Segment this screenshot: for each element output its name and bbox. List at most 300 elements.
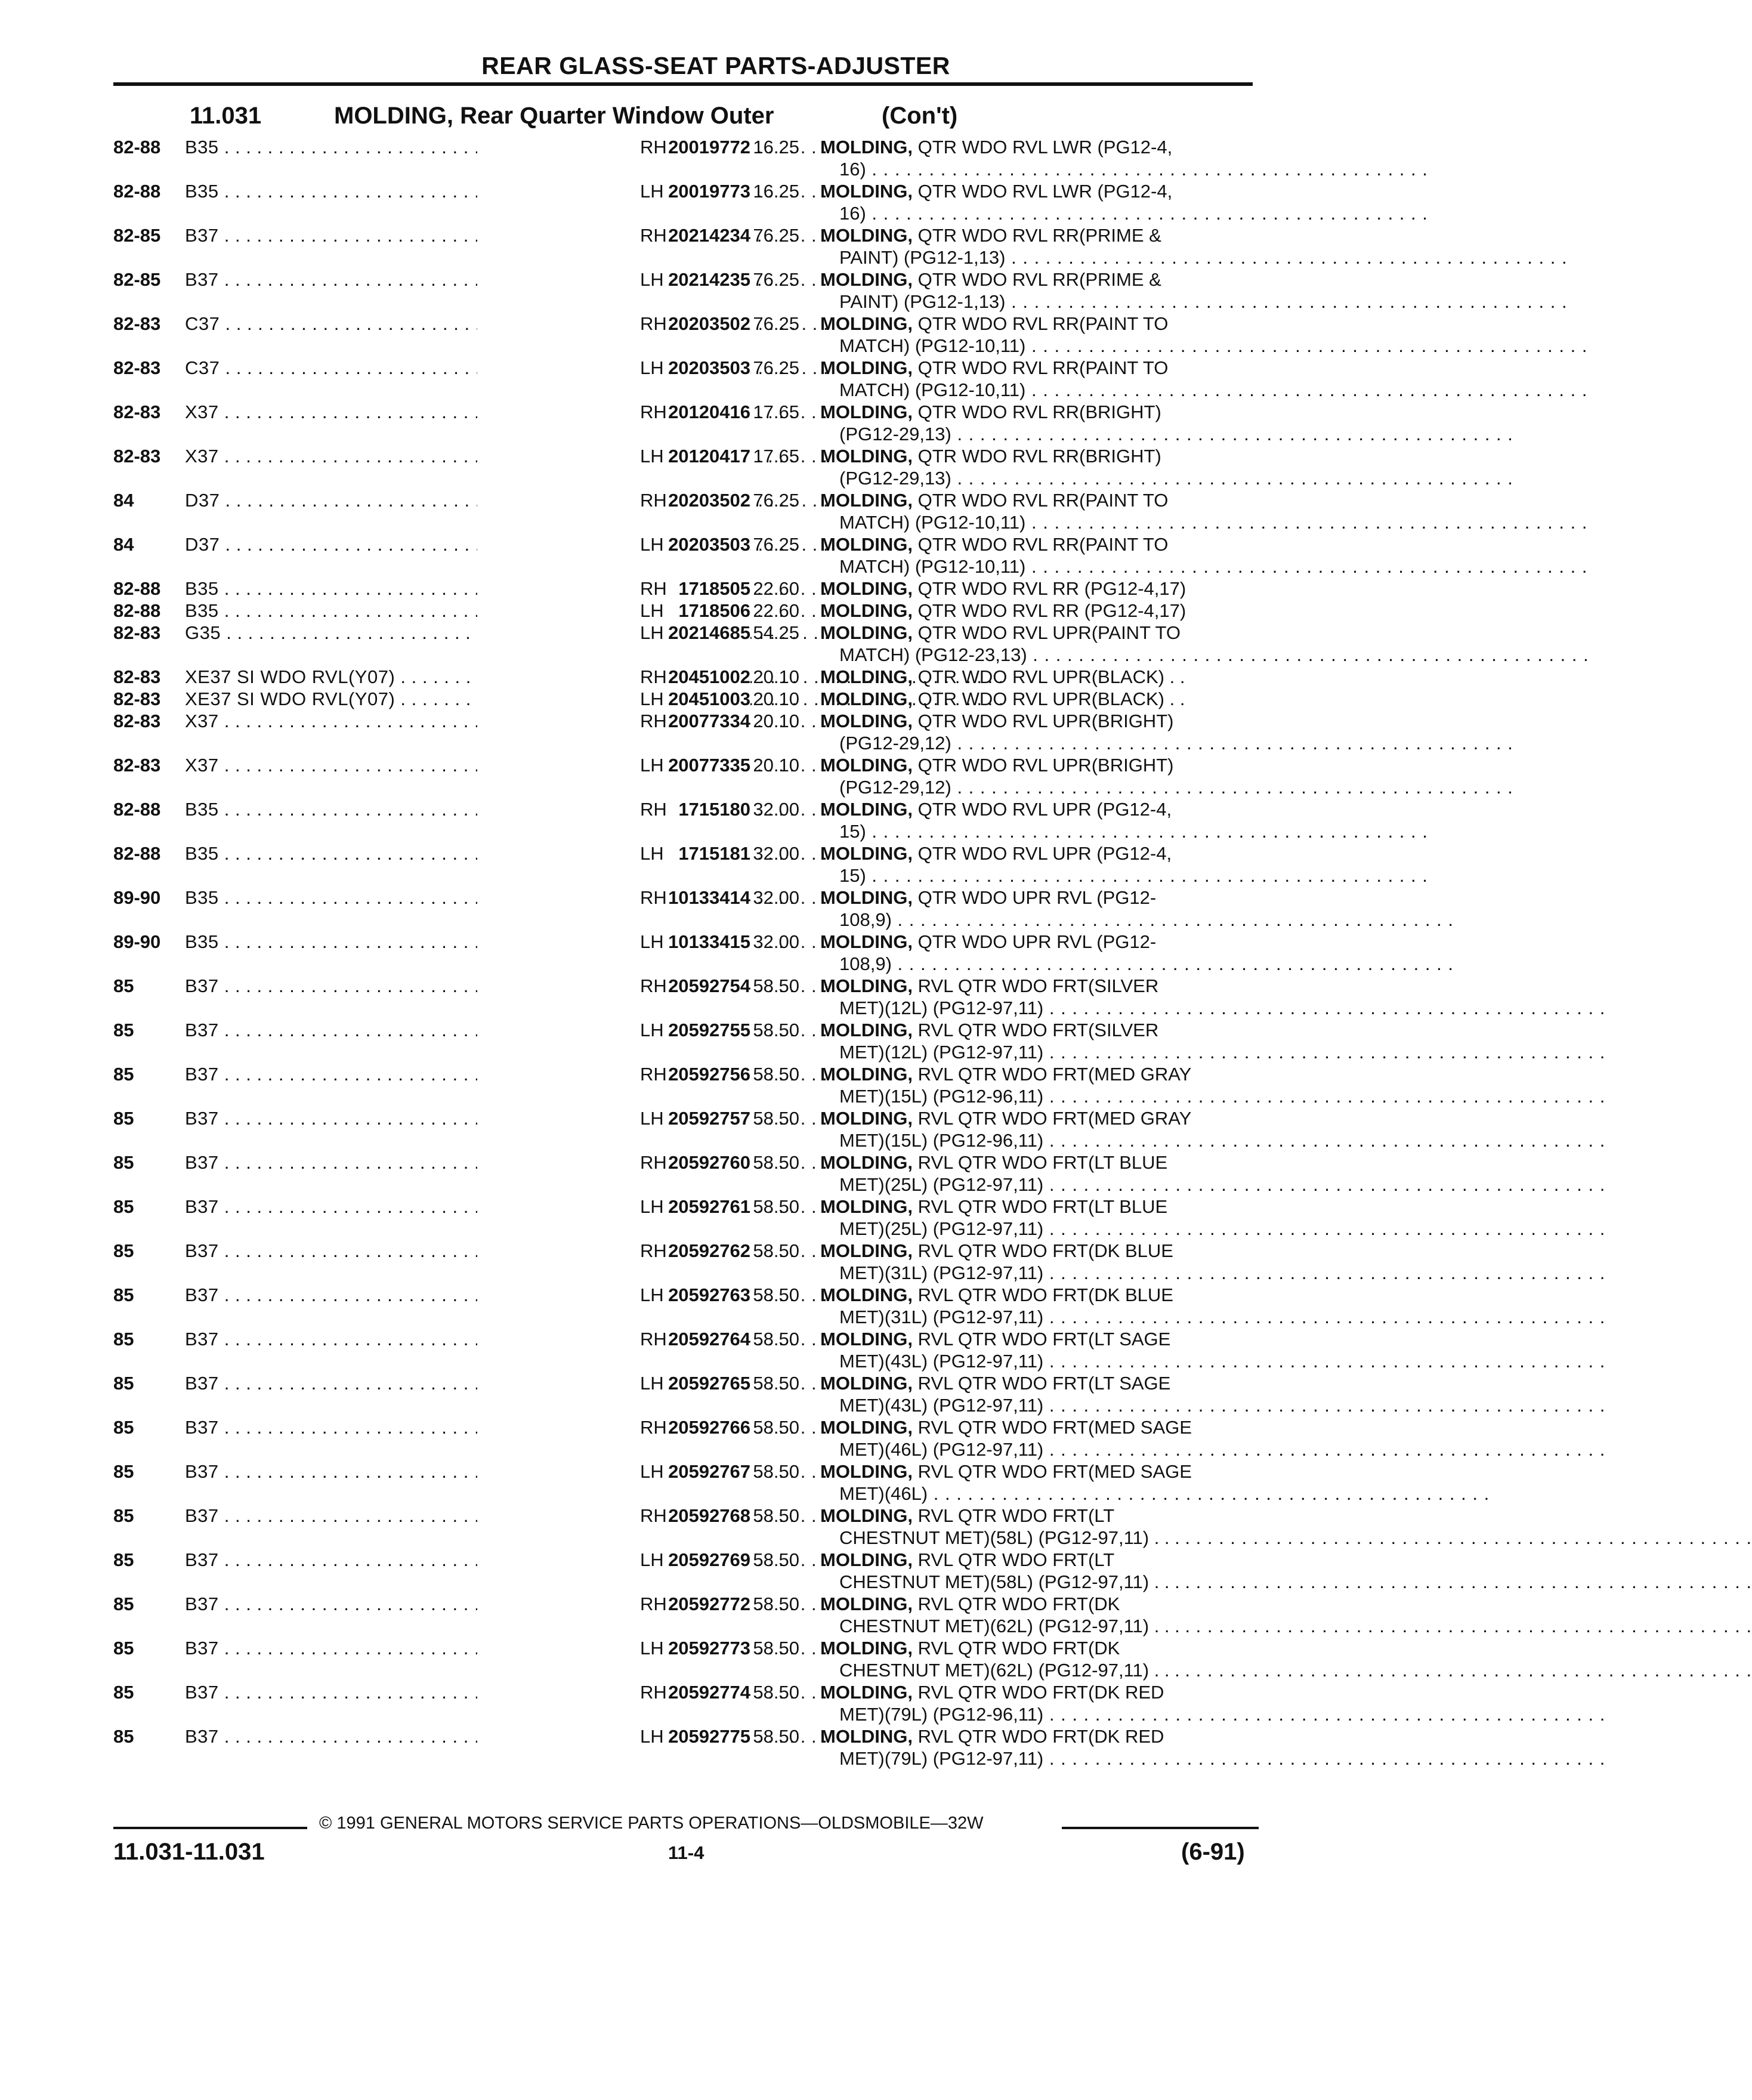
price: 58.50: [753, 1593, 799, 1614]
body-style: B37 . . .: [185, 1460, 662, 1483]
body-style: B37 . . .: [185, 268, 662, 291]
side: LH: [640, 600, 664, 621]
price: 32.00: [753, 799, 799, 820]
price: 32.00: [753, 843, 799, 864]
table-row: [113, 533, 1265, 578]
side: LH: [640, 1284, 664, 1305]
model-year: 89-90: [113, 931, 161, 952]
part-number: 20592755: [477, 1019, 750, 1041]
description-detail: RVL QTR WDO FRT(MED GRAY: [913, 1108, 1192, 1129]
body-style: B37 . . .: [185, 1240, 662, 1262]
part-number: 20203503: [477, 533, 750, 555]
description: [820, 975, 1268, 1018]
body-style: B37 . . .: [185, 224, 662, 246]
part-number: 20077335: [477, 754, 750, 776]
model-year: 84: [113, 490, 134, 511]
description-detail: QTR WDO RVL RR(PAINT TO: [913, 490, 1169, 511]
part-number: 1715181: [477, 842, 750, 864]
description-keyword: MOLDING,: [820, 1549, 913, 1570]
description-line-1: [820, 1372, 1268, 1394]
table-row: [113, 578, 1265, 600]
table-row: [113, 1019, 1265, 1063]
description-line-1: [820, 798, 1268, 820]
description-line-1: [820, 533, 1268, 555]
description: [820, 313, 1268, 356]
table-row: [113, 1284, 1265, 1328]
description-detail: RVL QTR WDO FRT(DK BLUE: [913, 1240, 1173, 1261]
table-row: [113, 887, 1265, 931]
side: RH: [640, 1240, 667, 1261]
page-title: REAR GLASS-SEAT PARTS-ADJUSTER: [481, 52, 950, 79]
table-row: [113, 688, 1265, 710]
description-line-2: PAINT) (PG12-1,13) . . .: [820, 246, 1268, 268]
description-detail: QTR WDO RVL UPR(BLACK) . .: [913, 666, 1185, 687]
model-year: 85: [113, 1064, 134, 1085]
price: 58.50: [753, 1549, 799, 1570]
side: RH: [640, 975, 667, 996]
description: [820, 1063, 1268, 1107]
description-line-2: MET)(25L) (PG12-97,11) . . .: [820, 1173, 1268, 1196]
description-keyword: MOLDING,: [820, 931, 913, 952]
description: [820, 688, 1268, 710]
side: LH: [640, 357, 664, 378]
description-line-2: MATCH) (PG12-10,11) . . .: [820, 555, 1268, 578]
side: LH: [640, 931, 664, 952]
description-line-1: [820, 600, 1268, 622]
price: 22.60: [753, 600, 799, 621]
side: RH: [640, 1682, 667, 1703]
body-style: X37 . . .: [185, 754, 662, 776]
body-style: XE37 SI WDO RVL(Y07) . . .: [185, 688, 662, 710]
description-line-2: 16) . . .: [820, 158, 1268, 180]
table-row: [113, 357, 1265, 401]
description-keyword: MOLDING,: [820, 799, 913, 820]
description-keyword: MOLDING,: [820, 490, 913, 511]
model-year: 85: [113, 1196, 134, 1217]
description-keyword: MOLDING,: [820, 1108, 913, 1129]
description-line-1: [820, 754, 1268, 776]
description-keyword: MOLDING,: [820, 1240, 913, 1261]
body-style: X37 . . .: [185, 401, 662, 423]
description-keyword: MOLDING,: [820, 1726, 913, 1747]
body-style: B35 . . .: [185, 136, 662, 158]
description-line-1: [820, 1328, 1268, 1350]
body-style: B37 . . .: [185, 1284, 662, 1306]
price: 20.10: [753, 755, 799, 776]
description-line-1: [820, 401, 1268, 423]
price: 32.00: [753, 887, 799, 908]
body-style: X37 . . .: [185, 710, 662, 732]
price: 76.25: [753, 357, 799, 378]
description-keyword: MOLDING,: [820, 1638, 913, 1659]
side: RH: [640, 225, 667, 246]
description-line-2: PAINT) (PG12-1,13) . . .: [820, 291, 1268, 313]
description-keyword: MOLDING,: [820, 357, 913, 378]
side: LH: [640, 1726, 664, 1747]
description-detail: QTR WDO RVL UPR(BRIGHT): [913, 755, 1174, 776]
side: LH: [640, 1108, 664, 1129]
price: 76.25: [753, 269, 799, 290]
table-row: [113, 1416, 1265, 1460]
model-year: 85: [113, 1284, 134, 1305]
price: 58.50: [753, 1064, 799, 1085]
body-style: B35 . . .: [185, 931, 662, 953]
description: [820, 754, 1268, 798]
body-style: B37 . . .: [185, 1416, 662, 1438]
description-detail: QTR WDO RVL UPR(PAINT TO: [913, 622, 1181, 643]
description-line-1: [820, 1593, 1268, 1615]
description: [820, 1372, 1268, 1416]
price: 54.25: [753, 622, 799, 643]
table-row: [113, 710, 1265, 754]
part-number: 20214235: [477, 268, 750, 291]
table-row: [113, 975, 1265, 1019]
side: RH: [640, 1064, 667, 1085]
part-number: 20120417: [477, 445, 750, 467]
price: 58.50: [753, 1373, 799, 1394]
table-row: [113, 1505, 1265, 1549]
description-line-2: MET)(43L) (PG12-97,11) . . .: [820, 1394, 1268, 1416]
side: RH: [640, 402, 667, 422]
description-keyword: MOLDING,: [820, 1417, 913, 1438]
description-line-1: [820, 1107, 1268, 1129]
model-year: 82-88: [113, 137, 161, 158]
model-year: 82-83: [113, 755, 161, 776]
side: LH: [640, 1549, 664, 1570]
description-line-1: [820, 1019, 1268, 1041]
part-number: 20120416: [477, 401, 750, 423]
price: 17.65: [753, 446, 799, 467]
table-row: [113, 1063, 1265, 1107]
side: RH: [640, 799, 667, 820]
description: [820, 357, 1268, 400]
footer-index: 11.031-11.031: [113, 1839, 265, 1865]
description-line-1: [820, 887, 1268, 909]
description: [820, 533, 1268, 577]
description: [820, 622, 1268, 665]
description-detail: QTR WDO RVL RR(PAINT TO: [913, 313, 1169, 334]
side: RH: [640, 490, 667, 511]
page-footer: [113, 1811, 1265, 1883]
model-year: 82-83: [113, 313, 161, 334]
part-number: 20203503: [477, 357, 750, 379]
description-detail: QTR WDO RVL RR(BRIGHT): [913, 402, 1161, 422]
side: LH: [640, 755, 664, 776]
description-keyword: MOLDING,: [820, 975, 913, 996]
table-row: [113, 1460, 1265, 1505]
price: 58.50: [753, 1417, 799, 1438]
description-detail: QTR WDO RVL UPR (PG12-4,: [913, 799, 1172, 820]
description-line-1: [820, 136, 1268, 158]
table-row: [113, 1637, 1265, 1681]
table-row: [113, 1549, 1265, 1593]
description: [820, 842, 1268, 886]
description: [820, 1725, 1268, 1769]
description-detail: QTR WDO RVL RR(PRIME &: [913, 269, 1161, 290]
description-line-1: [820, 688, 1268, 710]
model-year: 85: [113, 1593, 134, 1614]
price: 58.50: [753, 1020, 799, 1040]
part-number: 20592760: [477, 1151, 750, 1173]
part-number: 20203502: [477, 313, 750, 335]
description: [820, 180, 1268, 224]
model-year: 85: [113, 1549, 134, 1570]
model-year: 89-90: [113, 887, 161, 908]
body-style: B37 . . .: [185, 1019, 662, 1041]
description-line-1: [820, 1460, 1268, 1483]
description-line-1: [820, 1063, 1268, 1085]
part-number: 20592764: [477, 1328, 750, 1350]
table-row: [113, 445, 1265, 489]
price: 76.25: [753, 313, 799, 334]
description-keyword: MOLDING,: [820, 1064, 913, 1085]
part-number: 20592769: [477, 1549, 750, 1571]
model-year: 85: [113, 1417, 134, 1438]
part-number: 20592763: [477, 1284, 750, 1306]
description-line-2: (PG12-29,13) . . .: [820, 423, 1268, 445]
description-detail: QTR WDO UPR RVL (PG12-: [913, 887, 1157, 908]
body-style: B35 . . .: [185, 842, 662, 864]
part-number: 20592767: [477, 1460, 750, 1483]
part-number: 20451002: [477, 666, 750, 688]
footer-rule-right: [1062, 1827, 1259, 1829]
description: [820, 445, 1268, 489]
table-row: [113, 1151, 1265, 1196]
description-line-2: MATCH) (PG12-10,11) . . .: [820, 511, 1268, 533]
part-number: 1718505: [477, 578, 750, 600]
price: 58.50: [753, 1108, 799, 1129]
table-row: [113, 489, 1265, 533]
description-detail: QTR WDO RVL RR(PAINT TO: [913, 357, 1169, 378]
side: LH: [640, 1638, 664, 1659]
description-detail: RVL QTR WDO FRT(LT BLUE: [913, 1152, 1168, 1173]
description-keyword: MOLDING,: [820, 887, 913, 908]
description-detail: QTR WDO RVL UPR(BRIGHT): [913, 711, 1174, 731]
description-keyword: MOLDING,: [820, 688, 913, 709]
description-line-1: [820, 710, 1268, 732]
price: 22.60: [753, 578, 799, 599]
description-keyword: MOLDING,: [820, 1593, 913, 1614]
side: LH: [640, 269, 664, 290]
body-style: B37 . . .: [185, 1372, 662, 1394]
body-style: D37 . . .: [185, 489, 662, 511]
description-keyword: MOLDING,: [820, 1152, 913, 1173]
description-line-2: 15) . . .: [820, 820, 1268, 842]
price: 20.10: [753, 666, 799, 687]
model-year: 82-83: [113, 666, 161, 687]
description: [820, 489, 1268, 533]
description-line-2: MET)(12L) (PG12-97,11) . . .: [820, 1041, 1268, 1063]
description: [820, 1460, 1268, 1504]
description: [820, 1328, 1268, 1372]
description-detail: RVL QTR WDO FRT(LT SAGE: [913, 1373, 1171, 1394]
description-detail: QTR WDO RVL RR (PG12-4,17): [913, 600, 1186, 621]
description-keyword: MOLDING,: [820, 137, 913, 158]
table-row: [113, 600, 1265, 622]
description: [820, 136, 1268, 180]
description-detail: QTR WDO UPR RVL (PG12-: [913, 931, 1157, 952]
description-keyword: MOLDING,: [820, 622, 913, 643]
description-line-1: [820, 1725, 1268, 1747]
side: LH: [640, 1461, 664, 1482]
description-keyword: MOLDING,: [820, 843, 913, 864]
description-detail: QTR WDO RVL UPR (PG12-4,: [913, 843, 1172, 864]
table-row: [113, 1240, 1265, 1284]
price: 58.50: [753, 1638, 799, 1659]
part-number: 20451003: [477, 688, 750, 710]
description-keyword: MOLDING,: [820, 1329, 913, 1349]
description-line-2: (PG12-29,12) . . .: [820, 732, 1268, 754]
description-detail: QTR WDO RVL RR(PAINT TO: [913, 534, 1169, 555]
price: 58.50: [753, 975, 799, 996]
part-number: 20592765: [477, 1372, 750, 1394]
body-style: B37 . . .: [185, 1681, 662, 1703]
description-line-2: MET)(79L) (PG12-96,11) . . .: [820, 1703, 1268, 1725]
side: LH: [640, 843, 664, 864]
description-detail: RVL QTR WDO FRT(LT BLUE: [913, 1196, 1168, 1217]
description-detail: QTR WDO RVL UPR(BLACK) . .: [913, 688, 1185, 709]
model-year: 85: [113, 1152, 134, 1173]
body-style: B37 . . .: [185, 1725, 662, 1747]
price: 58.50: [753, 1726, 799, 1747]
part-number: 1718506: [477, 600, 750, 622]
table-row: [113, 754, 1265, 798]
part-number: 20592754: [477, 975, 750, 997]
description: [820, 1151, 1268, 1195]
parts-list: [113, 136, 1265, 1769]
body-style: B37 . . .: [185, 1151, 662, 1173]
part-number: 20592762: [477, 1240, 750, 1262]
side: RH: [640, 1329, 667, 1349]
model-year: 82-88: [113, 600, 161, 621]
description-line-1: [820, 313, 1268, 335]
description-keyword: MOLDING,: [820, 1682, 913, 1703]
description-line-2: MET)(43L) (PG12-97,11) . . .: [820, 1350, 1268, 1372]
description: [820, 1549, 1268, 1592]
table-row: [113, 1372, 1265, 1416]
description-line-2: 108,9) . . .: [820, 909, 1268, 931]
description-detail: RVL QTR WDO FRT(DK RED: [913, 1682, 1164, 1703]
part-number: 20592756: [477, 1063, 750, 1085]
description: [820, 666, 1268, 688]
description-line-2: CHESTNUT MET)(62L) (PG12-97,11) . . . . . . .: [820, 1659, 1268, 1681]
model-year: 82-88: [113, 843, 161, 864]
description-line-1: [820, 1151, 1268, 1173]
side: RH: [640, 887, 667, 908]
model-year: 85: [113, 1682, 134, 1703]
description-line-2: 16) . . .: [820, 202, 1268, 224]
body-style: C37 . . .: [185, 313, 662, 335]
description-line-2: MET)(46L) (PG12-97,11) . . .: [820, 1438, 1268, 1460]
description-line-2: MET)(15L) (PG12-96,11) . . .: [820, 1129, 1268, 1151]
description-line-1: [820, 224, 1268, 246]
description-line-1: [820, 180, 1268, 202]
description-line-2: (PG12-29,12) . . .: [820, 776, 1268, 798]
body-style: B37 . . .: [185, 1063, 662, 1085]
description-line-2: CHESTNUT MET)(58L) (PG12-97,11) . . . . . . .: [820, 1571, 1268, 1593]
description: [820, 1240, 1268, 1283]
model-year: 82-83: [113, 711, 161, 731]
description: [820, 268, 1268, 312]
description-keyword: MOLDING,: [820, 600, 913, 621]
description-line-1: [820, 1681, 1268, 1703]
description: [820, 798, 1268, 842]
model-year: 85: [113, 1638, 134, 1659]
description-detail: RVL QTR WDO FRT(DK RED: [913, 1726, 1164, 1747]
model-year: 82-83: [113, 688, 161, 709]
description-line-2: CHESTNUT MET)(58L) (PG12-97,11) . . . . . . .: [820, 1527, 1268, 1549]
table-row: [113, 313, 1265, 357]
description-detail: RVL QTR WDO FRT(MED SAGE: [913, 1461, 1192, 1482]
model-year: 85: [113, 1373, 134, 1394]
description-line-1: [820, 1240, 1268, 1262]
part-number: 20592773: [477, 1637, 750, 1659]
table-row: [113, 1328, 1265, 1372]
description-line-2: MET)(31L) (PG12-97,11) . . .: [820, 1262, 1268, 1284]
part-number: 20214234: [477, 224, 750, 246]
side: RH: [640, 1417, 667, 1438]
description: [820, 401, 1268, 444]
description-line-1: [820, 1284, 1268, 1306]
description-detail: QTR WDO RVL LWR (PG12-4,: [913, 137, 1173, 158]
description-line-1: [820, 666, 1268, 688]
price: 58.50: [753, 1505, 799, 1526]
side: LH: [640, 534, 664, 555]
part-number: 1715180: [477, 798, 750, 820]
table-row: [113, 180, 1265, 224]
description-line-1: [820, 578, 1268, 600]
table-row: [113, 1196, 1265, 1240]
model-year: 85: [113, 1461, 134, 1482]
description-line-1: [820, 1416, 1268, 1438]
description: [820, 1284, 1268, 1327]
side: LH: [640, 688, 664, 709]
table-row: [113, 666, 1265, 688]
description-line-1: [820, 445, 1268, 467]
description-line-2: MET)(46L) . . .: [820, 1483, 1268, 1505]
description: [820, 600, 1268, 622]
description-keyword: MOLDING,: [820, 1284, 913, 1305]
part-number: 20592775: [477, 1725, 750, 1747]
model-year: 85: [113, 1505, 134, 1526]
section-title: MOLDING, Rear Quarter Window Outer: [334, 103, 774, 129]
description-line-2: CHESTNUT MET)(62L) (PG12-97,11) . . . . . . .: [820, 1615, 1268, 1637]
table-row: [113, 931, 1265, 975]
description-keyword: MOLDING,: [820, 1373, 913, 1394]
description: [820, 931, 1268, 974]
price: 16.25: [753, 137, 799, 158]
price: 58.50: [753, 1152, 799, 1173]
footer-copyright: © 1991 GENERAL MOTORS SERVICE PARTS OPERATIONS—OLDSMOBILE—32W: [319, 1814, 984, 1833]
description-keyword: MOLDING,: [820, 1461, 913, 1482]
model-year: 85: [113, 1020, 134, 1040]
side: RH: [640, 1593, 667, 1614]
model-year: 82-83: [113, 357, 161, 378]
description-line-1: [820, 1637, 1268, 1659]
model-year: 82-85: [113, 269, 161, 290]
part-number: 20214685: [477, 622, 750, 644]
footer-rule-left: [113, 1827, 307, 1829]
description-keyword: MOLDING,: [820, 225, 913, 246]
description-line-2: MATCH) (PG12-10,11) . . .: [820, 335, 1268, 357]
description-keyword: MOLDING,: [820, 666, 913, 687]
description-line-2: MATCH) (PG12-10,11) . . .: [820, 379, 1268, 401]
side: RH: [640, 666, 667, 687]
price: 58.50: [753, 1329, 799, 1349]
description-detail: QTR WDO RVL RR(PRIME &: [913, 225, 1161, 246]
description-detail: QTR WDO RVL LWR (PG12-4,: [913, 181, 1173, 202]
description-keyword: MOLDING,: [820, 446, 913, 467]
